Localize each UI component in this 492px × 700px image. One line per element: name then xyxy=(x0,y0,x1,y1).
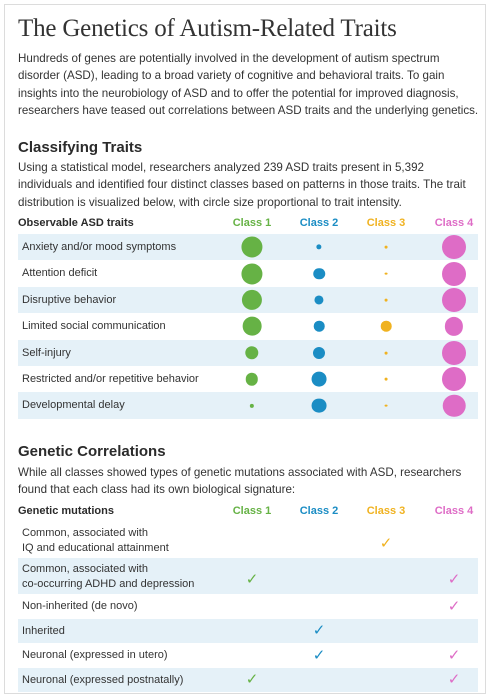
trait-label: Self-injury xyxy=(22,346,71,359)
mutation-label: Common, associated with co-occurring ADHD and depression xyxy=(22,563,195,590)
mutation-label: Inherited xyxy=(22,624,65,637)
intensity-circle xyxy=(313,347,325,359)
mutation-label: Neuronal (expressed in utero) xyxy=(22,649,168,661)
genetics-section-header xyxy=(18,442,478,499)
traits-table-header xyxy=(18,214,478,234)
intensity-circle xyxy=(442,367,466,391)
trait-cell-class-1 xyxy=(222,392,282,418)
trait-cell-class-1 xyxy=(222,287,282,313)
intensity-circle xyxy=(385,351,388,354)
trait-cell-class-4 xyxy=(424,234,484,260)
class-3-header: Class 3 xyxy=(366,217,406,229)
trait-cell-class-1 xyxy=(222,340,282,366)
trait-cell-class-2 xyxy=(289,287,349,313)
intensity-circle xyxy=(442,288,466,312)
intensity-circle xyxy=(242,290,262,310)
mutation-label: Common, associated with IQ and educational attainment xyxy=(22,527,169,554)
intensity-circle xyxy=(241,263,262,284)
genetics-section-description: While all classes showed types of genetic mutations associated with ASD, researchers found that each class had its own biological signature: xyxy=(18,466,462,497)
trait-row xyxy=(18,234,478,260)
checkmark-icon: ✓ xyxy=(379,534,393,552)
traits-section-header xyxy=(18,138,478,211)
class-2-header: Class 2 xyxy=(299,505,339,517)
trait-cell-class-4 xyxy=(424,287,484,313)
intensity-circle xyxy=(385,272,388,275)
traits-section-title: Classifying Traits xyxy=(18,139,143,156)
intensity-circle xyxy=(442,262,466,286)
trait-cell-class-3 xyxy=(356,313,416,339)
intensity-circle xyxy=(385,299,388,302)
header-block xyxy=(18,14,478,119)
trait-cell-class-1 xyxy=(222,234,282,260)
intensity-circle xyxy=(312,372,327,387)
trait-label: Developmental delay xyxy=(22,399,125,412)
intro-paragraph: Hundreds of genes are potentially involved in the development of autism spectrum disorder (ASD), leading to a broad variety of cognitive and behavioral traits. To gain insights into the neurobiology of ASD and to offer the potential for improved diagnosis, researchers have teased out correlations between ASD traits and the underlying genetics. xyxy=(18,52,479,117)
traits-header-label: Observable ASD traits xyxy=(18,217,134,229)
trait-cell-class-3 xyxy=(356,366,416,392)
trait-cell-class-4 xyxy=(424,340,484,366)
trait-row xyxy=(18,392,478,418)
intensity-circle xyxy=(313,268,325,280)
genetics-row xyxy=(18,668,478,693)
intensity-circle xyxy=(312,398,327,413)
intensity-circle xyxy=(385,246,388,249)
genetics-row xyxy=(18,643,478,668)
genetics-row xyxy=(18,558,478,594)
intensity-circle xyxy=(245,346,258,359)
trait-cell-class-1 xyxy=(222,260,282,286)
checkmark-icon: ✓ xyxy=(447,671,461,689)
genetics-row xyxy=(18,522,478,558)
intensity-circle xyxy=(442,341,466,365)
mutation-label: Non-inherited (de novo) xyxy=(22,600,138,612)
intensity-circle xyxy=(316,245,321,250)
trait-label: Attention deficit xyxy=(22,267,98,280)
checkmark-icon: ✓ xyxy=(312,622,326,640)
class-1-header: Class 1 xyxy=(232,505,272,517)
genetics-rows xyxy=(18,522,478,692)
intensity-circle xyxy=(314,295,323,304)
trait-cell-class-4 xyxy=(424,313,484,339)
intensity-circle xyxy=(385,404,388,407)
intensity-circle xyxy=(314,321,325,332)
page-title: The Genetics of Autism-Related Traits xyxy=(18,15,397,42)
class-1-header: Class 1 xyxy=(232,217,272,229)
trait-cell-class-2 xyxy=(289,260,349,286)
trait-cell-class-2 xyxy=(289,340,349,366)
class-2-header: Class 2 xyxy=(299,217,339,229)
genetics-table-header xyxy=(18,502,478,522)
trait-label: Disruptive behavior xyxy=(22,293,117,306)
trait-row xyxy=(18,313,478,339)
checkmark-icon: ✓ xyxy=(245,671,259,689)
checkmark-icon: ✓ xyxy=(447,597,461,615)
trait-cell-class-1 xyxy=(222,313,282,339)
traits-table xyxy=(18,214,478,419)
trait-cell-class-1 xyxy=(222,366,282,392)
trait-cell-class-4 xyxy=(424,392,484,418)
checkmark-icon: ✓ xyxy=(245,570,259,588)
intensity-circle xyxy=(381,321,392,332)
trait-cell-class-4 xyxy=(424,260,484,286)
genetics-table xyxy=(18,502,478,692)
checkmark-icon: ✓ xyxy=(312,646,326,664)
trait-cell-class-4 xyxy=(424,366,484,392)
intensity-circle xyxy=(445,317,463,335)
intensity-circle xyxy=(250,403,254,407)
intensity-circle xyxy=(241,237,262,258)
trait-cell-class-2 xyxy=(289,392,349,418)
trait-label: Anxiety and/or mood symptoms xyxy=(22,241,177,253)
checkmark-icon: ✓ xyxy=(447,646,461,664)
trait-cell-class-3 xyxy=(356,234,416,260)
class-3-header: Class 3 xyxy=(366,505,406,517)
trait-cell-class-3 xyxy=(356,392,416,418)
trait-row xyxy=(18,287,478,313)
traits-rows xyxy=(18,234,478,419)
genetics-row xyxy=(18,594,478,619)
trait-cell-class-3 xyxy=(356,287,416,313)
class-4-header: Class 4 xyxy=(434,505,474,517)
trait-label: Limited social communication xyxy=(22,320,166,333)
traits-section-description: Using a statistical model, researchers analyzed 239 ASD traits present in 5,392 individuals and identified four distinct classes based on patterns in those traits. The trait distribution is visualized below, with circle size proportional to trait intensity. xyxy=(18,161,466,209)
intensity-circle xyxy=(443,394,466,417)
intensity-circle xyxy=(442,235,466,259)
trait-cell-class-3 xyxy=(356,340,416,366)
class-4-header: Class 4 xyxy=(434,217,474,229)
trait-cell-class-3 xyxy=(356,260,416,286)
trait-label: Restricted and/or repetitive behavior xyxy=(22,372,199,385)
checkmark-icon: ✓ xyxy=(447,570,461,588)
trait-cell-class-2 xyxy=(289,366,349,392)
intensity-circle xyxy=(246,373,258,385)
trait-row xyxy=(18,340,478,366)
genetics-row xyxy=(18,619,478,644)
trait-row xyxy=(18,260,478,286)
intensity-circle xyxy=(385,378,388,381)
trait-cell-class-2 xyxy=(289,234,349,260)
mutation-label: Neuronal (expressed postnatally) xyxy=(22,673,184,686)
trait-cell-class-2 xyxy=(289,313,349,339)
trait-row xyxy=(18,366,478,392)
intensity-circle xyxy=(243,317,262,336)
genetics-header-label: Genetic mutations xyxy=(18,505,114,517)
genetics-section-title: Genetic Correlations xyxy=(18,443,166,460)
